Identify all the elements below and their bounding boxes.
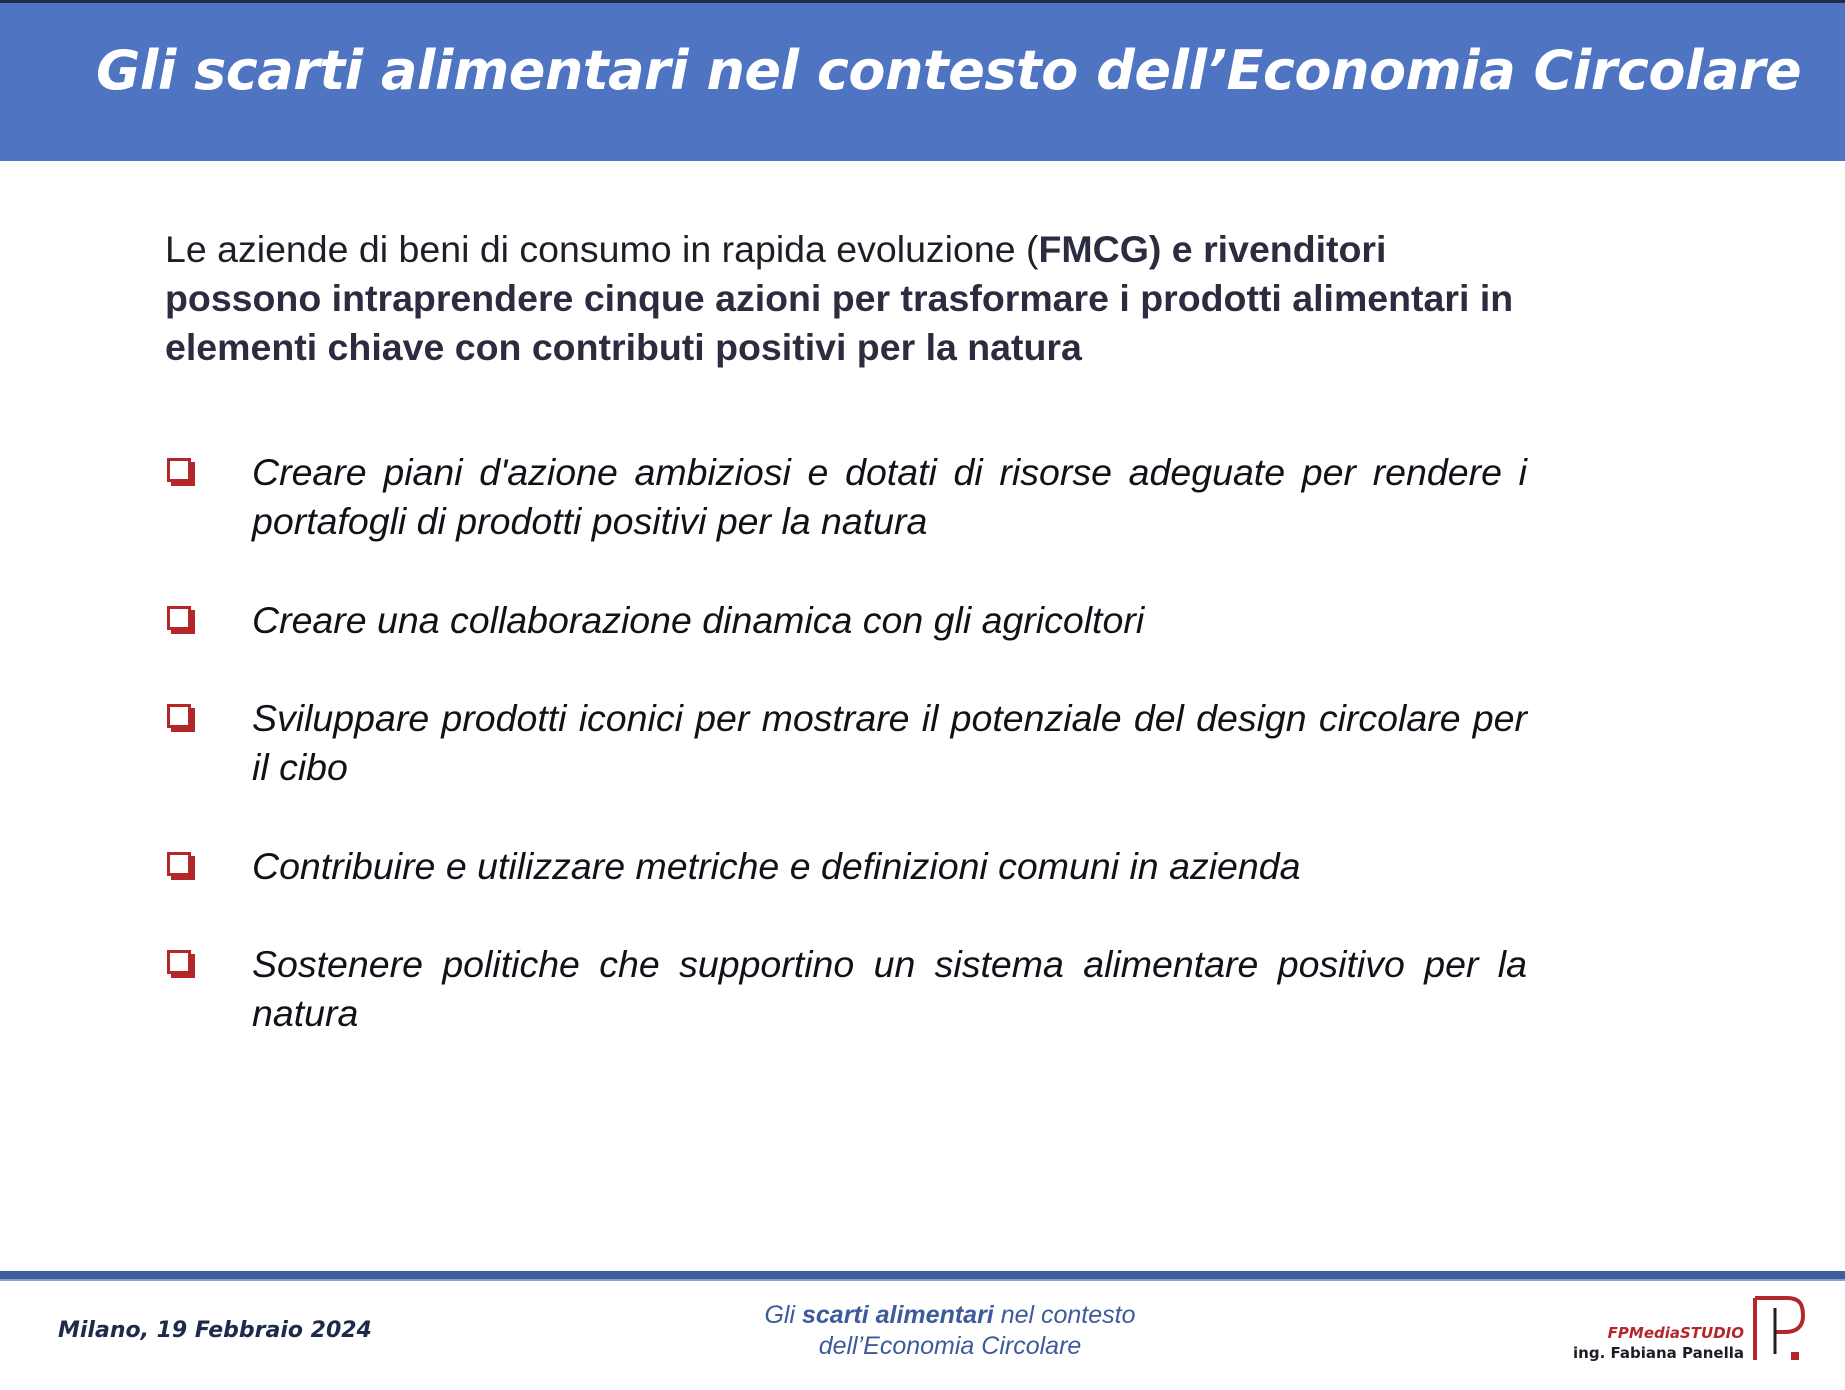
checkbox-square-icon <box>167 458 195 486</box>
footer-title-line2: dell’Economia Circolare <box>818 1332 1082 1360</box>
list-item <box>167 448 1527 546</box>
bullet-text: Contribuire e utilizzare metriche e definizioni comuni in azienda <box>252 845 1301 887</box>
brand-person: ing. Fabiana Panella <box>1573 1344 1744 1362</box>
brand-name: FPMediaSTUDIO <box>1607 1324 1744 1342</box>
bullet-text: Creare piani d'azione ambiziosi e dotati di risorse adeguate per rendere i portafogli di prodotti positivi per la natura <box>252 451 1527 542</box>
footer-title-part1: Gli <box>764 1301 802 1329</box>
checkbox-square-icon <box>167 606 195 634</box>
fp-logo-icon <box>1751 1294 1807 1364</box>
bullet-text: Sviluppare prodotti iconici per mostrare il potenziale del design circolare per il cibo <box>252 697 1527 788</box>
list-item <box>167 596 1527 645</box>
footer-date: Milano, 19 Febbraio 2024 <box>58 1318 372 1343</box>
list-item <box>167 940 1527 1038</box>
title-band <box>0 0 1845 161</box>
footer-divider-thin <box>0 1279 1845 1281</box>
bullet-text: Sostenere politiche che supportino un sistema alimentare positivo per la natura <box>252 943 1527 1034</box>
intro-bold: FMCG) e rivenditori possono intraprendere cinque azioni per trasformare i prodotti alimentari in elementi chiave con contributi positivi per la natura <box>165 228 1514 368</box>
intro-lead: Le aziende di beni di consumo in rapida evoluzione ( <box>165 228 1039 270</box>
bullet-text: Creare una collaborazione dinamica con gli agricoltori <box>252 599 1145 641</box>
footer-divider <box>0 1271 1845 1279</box>
intro-paragraph <box>165 225 1545 372</box>
checkbox-square-icon <box>167 852 195 880</box>
list-item <box>167 842 1527 891</box>
slide-title: Gli scarti alimentari nel contesto dell’Economia Circolare <box>96 39 1802 102</box>
brand-block <box>1573 1290 1845 1370</box>
footer-title-part2: scarti alimentari <box>801 1301 994 1329</box>
footer-title <box>700 1300 1200 1362</box>
list-item <box>167 694 1527 792</box>
checkbox-square-icon <box>167 950 195 978</box>
footer-title-part3: nel contesto <box>993 1301 1136 1329</box>
checkbox-square-icon <box>167 704 195 732</box>
footer-title-line1 <box>700 1300 1200 1331</box>
